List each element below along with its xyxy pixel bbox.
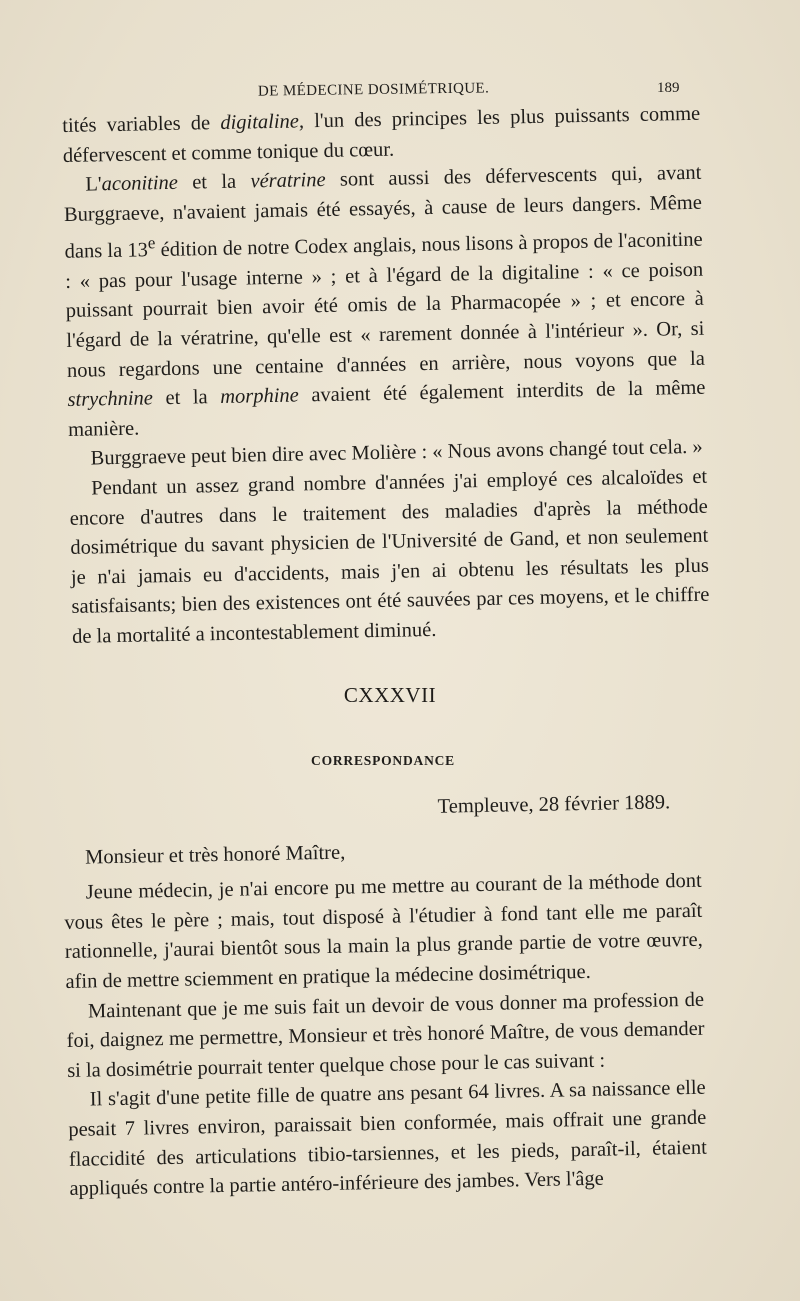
text-run: et la <box>177 170 251 194</box>
text-run: avaient été également interdits de la même manière. <box>67 376 706 441</box>
text-run: et la <box>152 386 221 410</box>
running-head: DE MÉDECINE DOSIMÉTRIQUE. <box>257 80 490 100</box>
italic-term: morphine <box>219 384 299 409</box>
paragraph: Jeune médecin, je n'ai encore pu me mettre au courant de la méthode dont vous êtes le père ; mais, tout disposé à l'étudier à fond tant elle me paraît rationnelle, j'aurai bientôt sous la main la plus grande partie de votre œuvre, afin de mettre sciemment en pratique la médecine dosimétrique. <box>64 869 704 993</box>
paragraph: Maintenant que je me suis fait un devoir de vous donner ma profession de foi, daignez me permettre, Monsieur et très honoré Maître, de vous demander si la dosimétrie pourrait tenter quelque chose pour le cas suivant : <box>66 988 705 1082</box>
letter <box>62 788 708 1205</box>
section-title: CORRESPONDANCE <box>311 753 455 768</box>
paragraph: Pendant un assez grand nombre d'années j'ai employé ces alcaloïdes et encore d'autres dans le traitement des maladies d'après la méthode dosimétrique du savant physicien de l'Université de Gand, et non seulement je n'ai jamais eu d'accidents, mais j'en ai obtenu les résultats les plus satisfaisants; bien des existences ont été sauvées par ces moyens, et le chiffre de la mortalité a incontestablement diminué. <box>69 465 710 648</box>
superscript: e <box>147 233 156 253</box>
italic-term: aconitine <box>101 171 179 196</box>
text-run: sont aussi des défervescents qui, avant Burggraeve, n'avaient jamais été essayés, à cause de leurs dangers. Même dans la 13 <box>63 161 703 264</box>
page-number: 189 <box>657 80 680 96</box>
paragraph <box>63 159 706 445</box>
text-run: L' <box>85 173 102 196</box>
paragraph: Burggraeve peut bien dire avec Molière : « Nous avons changé tout cela. » <box>90 436 703 470</box>
italic-term: strychnine <box>67 387 154 412</box>
letter-salutation: Monsieur et très honoré Maître, <box>84 841 346 869</box>
italic-term: vératrine <box>250 169 326 193</box>
italic-term: digitaline, <box>220 110 305 134</box>
text-run: édition de notre Codex anglais, nous lisons à propos de l'aconitine : « pas pour l'usage interne » ; et à l'égard de la digitaline : « ce poison puissant pourrait bien avoir été omis de la Pharmacopée » ; et encore à l'égard de la vératrine, qu'elle est « rarement donnée à l'intérieur ». Or, si nous regardons une centaine d'années en arrière, nous voyons que la <box>65 228 706 382</box>
text-run: tités variables de <box>62 111 221 137</box>
main-text <box>62 100 710 653</box>
paragraph: Il s'agit d'une petite fille de quatre ans pesant 64 livres. A sa naissance elle pesait 7 livres environ, paraissait bien conformée, mais offrait une grande flaccidité des articulations tibio-tarsiennes, et les pieds, paraît-il, étaient appliqués contre la partie antéro-inférieure des jambes. Vers l'âge <box>68 1077 707 1201</box>
letter-date: Templeuve, 28 février 1889. <box>437 791 671 818</box>
section-number: CXXXVII <box>343 683 437 707</box>
text-run: l'un des principes les plus puissants comme défervescent et comme tonique du cœur. <box>62 102 701 167</box>
